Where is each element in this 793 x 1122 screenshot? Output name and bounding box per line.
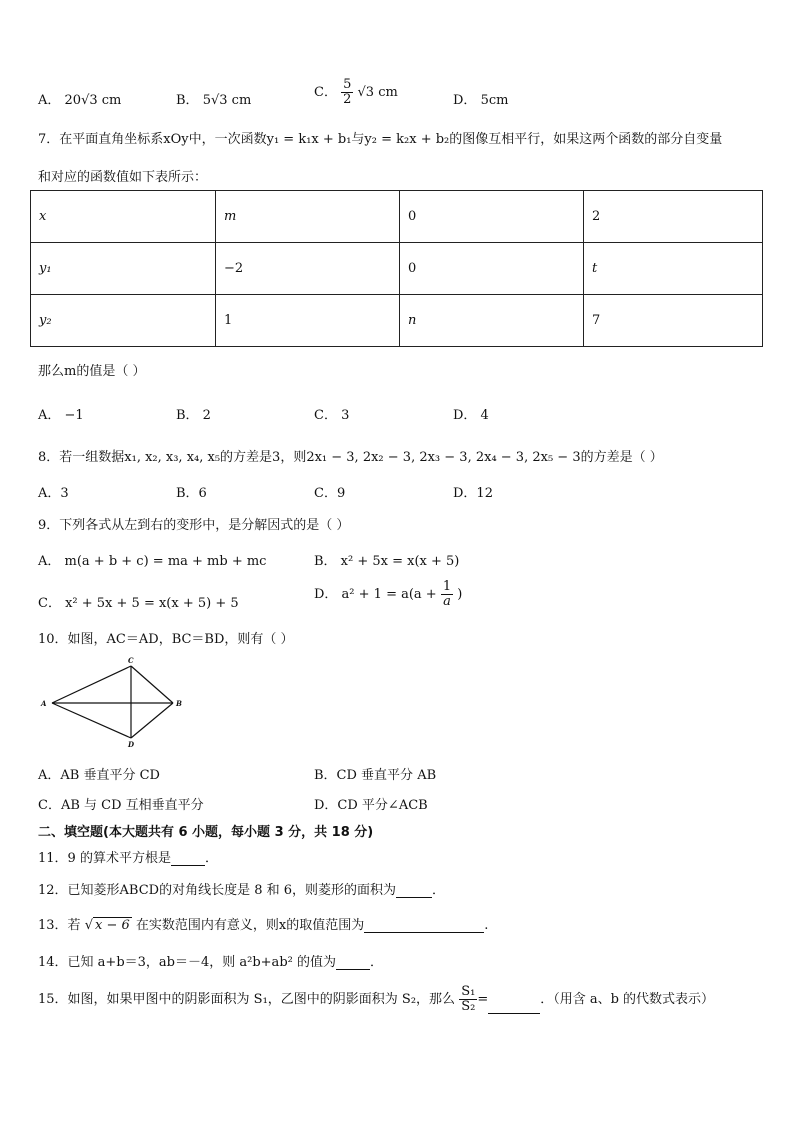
- q13: [38, 914, 488, 933]
- q9-option-d-prefix: D． a² + 1 = a(a +: [314, 587, 437, 602]
- q13-answer-blank: [364, 920, 484, 933]
- segment-cb: [131, 666, 173, 703]
- table-cell: t: [584, 243, 763, 295]
- point-label-d: D: [128, 740, 135, 748]
- q8-option-a: A．3: [38, 486, 69, 501]
- q14-end: ．: [369, 955, 383, 970]
- q9-option-d-suffix: ): [457, 587, 463, 602]
- q13-radicand: x − 6: [94, 918, 130, 933]
- table-cell: 1: [216, 295, 400, 347]
- q9-option-d: [314, 580, 462, 609]
- q15-post: ．（用含 a、b 的代数式表示）: [540, 992, 715, 1007]
- q14-text: 14．已知 a+b＝3，ab＝－4，则 a²b+ab² 的值为: [38, 955, 336, 970]
- q7-stem-line2: 和对应的函数值如下表所示：: [38, 170, 208, 185]
- table-cell: 0: [400, 191, 584, 243]
- q6-option-c-label: C．: [314, 85, 337, 100]
- q11-answer-blank: [171, 853, 205, 866]
- q13-sqrt: √ x − 6: [84, 918, 130, 933]
- q15-pre: 15．如图，如果甲图中的阴影面积为 S₁，乙图中的阴影面积为 S₂，那么: [38, 992, 456, 1007]
- segment-ac: [52, 666, 131, 703]
- table-cell: 0: [400, 243, 584, 295]
- q8-option-d: D．12: [453, 486, 493, 501]
- q15: [38, 985, 714, 1014]
- q10-option-b: B．CD 垂直平分 AB: [314, 768, 437, 783]
- q6-option-c-numerator: 5: [343, 77, 352, 92]
- point-label-c: C: [128, 656, 134, 665]
- table-cell: 7: [584, 295, 763, 347]
- q6-option-d-value: 5cm: [480, 93, 509, 108]
- table-cell: x: [31, 191, 216, 243]
- table-cell: y₁: [31, 243, 216, 295]
- q9-option-b: B． x² + 5x = x(x + 5): [314, 554, 460, 569]
- q10-figure: [38, 656, 188, 748]
- segment-bd: [131, 703, 173, 738]
- table-cell: y₂: [31, 295, 216, 347]
- q13-post: 在实数范围内有意义，则x的取值范围为: [135, 918, 365, 933]
- q9-option-d-denominator: a: [443, 594, 451, 609]
- table-cell: n: [400, 295, 584, 347]
- q11-end: ．: [204, 851, 218, 866]
- q15-fraction: [459, 985, 477, 1014]
- q7-option-c: C． 3: [314, 408, 350, 423]
- q9-stem: 9．下列各式从左到右的变形中，是分解因式的是（ ）: [38, 518, 350, 533]
- q11: [38, 847, 218, 866]
- q6-option-d-label: D．: [453, 93, 477, 108]
- q11-text: 11．9 的算术平方根是: [38, 851, 171, 866]
- q6-option-d: [453, 89, 508, 108]
- q6-option-c: [314, 78, 398, 107]
- q12-text: 12．已知菱形ABCD的对角线长度是 8 和 6，则菱形的面积为: [38, 883, 397, 898]
- q8-option-b: B．6: [176, 486, 207, 501]
- table-row: [31, 243, 763, 295]
- q12-end: ．: [432, 883, 446, 898]
- q6-option-b-label: B．: [176, 93, 199, 108]
- q6-option-a: [38, 89, 121, 108]
- q6-option-c-value: √3 cm: [357, 85, 398, 100]
- q7-option-d: D． 4: [453, 408, 489, 423]
- q10-option-a: A．AB 垂直平分 CD: [38, 768, 160, 783]
- q7-option-b: B． 2: [176, 408, 211, 423]
- q10-option-d: D．CD 平分∠ACB: [314, 798, 428, 813]
- q6-option-c-denominator: 2: [343, 92, 352, 107]
- point-label-b: B: [176, 699, 182, 708]
- q14-answer-blank: [336, 957, 370, 970]
- q15-equals: =: [477, 992, 489, 1007]
- q7-stem-line1: 7．在平面直角坐标系xOy中，一次函数y₁ = k₁x + b₁与y₂ = k₂x + b₂的图像互相平行，如果这两个函数的部分自变量: [38, 132, 723, 147]
- section-heading: 二、填空题(本大题共有 6 小题，每小题 3 分，共 18 分): [38, 825, 374, 840]
- table-cell: m: [216, 191, 400, 243]
- q8-option-c: C．9: [314, 486, 346, 501]
- segment-da: [52, 703, 131, 738]
- q6-option-b: [176, 89, 251, 108]
- table-cell: −2: [216, 243, 400, 295]
- q15-answer-blank: [488, 1001, 540, 1014]
- table-row: [31, 191, 763, 243]
- q12: [38, 879, 445, 898]
- q8-stem: 8．若一组数据x₁, x₂, x₃, x₄, x₅的方差是3，则2x₁ − 3, 2x₂ − 3, 2x₃ − 3, 2x₄ − 3, 2x₅ − 3的方差是（ ）: [38, 450, 663, 465]
- q7-option-a: A． −1: [38, 408, 84, 423]
- q13-end: .: [484, 918, 489, 933]
- q7-table: [30, 190, 763, 347]
- point-label-a: A: [41, 699, 47, 708]
- q10-option-c: C．AB 与 CD 互相垂直平分: [38, 798, 204, 813]
- table-cell: 2: [584, 191, 763, 243]
- q9-option-d-numerator: 1: [442, 579, 452, 594]
- q9-option-c: C． x² + 5x + 5 = x(x + 5) + 5: [38, 596, 239, 611]
- q9-option-d-fraction: [441, 580, 453, 609]
- q6-option-a-label: A．: [38, 93, 61, 108]
- q6-option-b-value: 5√3 cm: [202, 93, 252, 108]
- q13-pre: 13．若: [38, 918, 81, 933]
- q7-ask: 那么m的值是（ ）: [38, 364, 146, 379]
- q6-option-a-value: 20√3 cm: [64, 93, 122, 108]
- q15-denominator: S₂: [461, 999, 476, 1014]
- q9-option-a: A． m(a + b + c) = ma + mb + mc: [38, 554, 267, 569]
- table-row: [31, 295, 763, 347]
- q6-option-c-fraction: [341, 78, 353, 107]
- q15-numerator: S₁: [461, 984, 476, 999]
- q14: [38, 951, 383, 970]
- q10-stem: 10．如图，AC＝AD，BC＝BD，则有（ ）: [38, 632, 294, 647]
- q12-answer-blank: [396, 885, 432, 898]
